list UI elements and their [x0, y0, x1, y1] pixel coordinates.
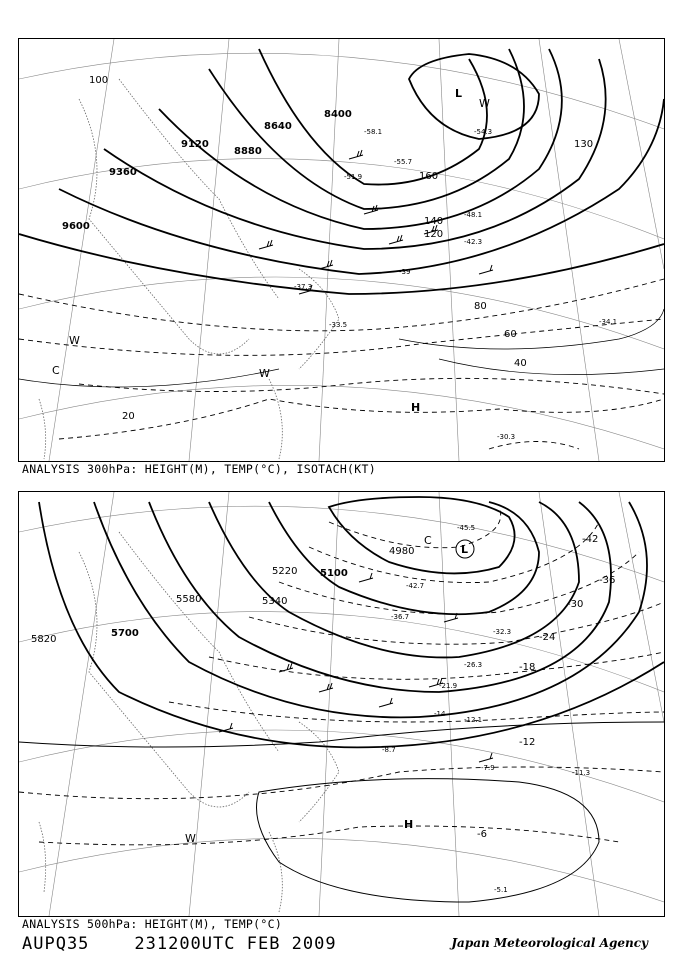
height-label-8400: 8400	[324, 109, 352, 120]
isotherm-label: -42	[582, 534, 599, 545]
temp-label: -48.1	[464, 211, 483, 219]
caption-500hpa: ANALYSIS 500hPa: HEIGHT(M), TEMP(°C)	[22, 917, 283, 931]
low-center: L	[455, 87, 463, 100]
station-temp: -42.7	[406, 582, 425, 590]
wind-barbs	[219, 573, 493, 762]
isotach-label-130: 130	[574, 139, 594, 150]
isotherm-label: -24	[539, 632, 556, 643]
height-label-9600: 9600	[62, 221, 90, 232]
temp-label: -42.3	[464, 238, 483, 246]
station-temp: -26.3	[464, 661, 483, 669]
graticule	[19, 39, 664, 461]
height-label-9360: 9360	[109, 167, 137, 178]
height-label-5100: 5100	[320, 568, 348, 579]
coastlines	[39, 79, 339, 459]
isotherms	[19, 507, 664, 845]
height-label-8640: 8640	[264, 121, 292, 132]
height-label-5820: 5820	[31, 634, 57, 645]
height-contours	[39, 497, 664, 747]
cold-center: C	[52, 364, 60, 377]
station-temp: -14	[434, 710, 446, 718]
isotach-label-160: 160	[419, 171, 439, 182]
height-label-5220: 5220	[272, 566, 298, 577]
station-temp: -32.3	[493, 628, 512, 636]
agency-name: Japan Meteorological Agency	[451, 936, 648, 950]
station-temp: -45.5	[457, 524, 476, 532]
temp-label: -58.1	[364, 128, 383, 136]
isotherm-label: -18	[519, 662, 536, 673]
isotherms	[19, 279, 664, 449]
isotach-label-40: 40	[514, 358, 527, 369]
temp-label: -39	[399, 268, 411, 276]
station-temp: -7.9	[481, 764, 495, 772]
warm-center: W	[185, 832, 196, 845]
chart-code-and-datetime	[22, 934, 337, 954]
warm-center: W	[69, 334, 80, 347]
height-contour-south	[19, 722, 664, 902]
station-temp: -8.7	[382, 746, 396, 754]
caption-300hpa: ANALYSIS 300hPa: HEIGHT(M), TEMP(°C), ISOTACH(KT)	[22, 462, 376, 476]
warm-center: W	[479, 97, 490, 110]
height-label-5700: 5700	[111, 628, 139, 639]
height-labels	[62, 109, 352, 232]
high-center: H	[411, 401, 421, 414]
cold-center: C	[424, 534, 432, 547]
map-300hpa	[19, 39, 664, 461]
isotherm-label: -6	[477, 829, 487, 840]
isotach-label-120: 120	[424, 229, 444, 240]
valid-datetime: 231200UTC FEB 2009	[134, 934, 337, 954]
temp-label: -33.5	[329, 321, 348, 329]
chart-500hpa	[18, 491, 665, 917]
isotach-label-100: 100	[89, 75, 109, 86]
temp-label: -37.3	[294, 283, 313, 291]
pressure-centers	[52, 87, 493, 414]
temp-label: -55.7	[394, 158, 413, 166]
temp-label: -54.3	[474, 128, 493, 136]
isotherm-label: -12	[519, 737, 536, 748]
map-500hpa	[19, 492, 664, 916]
station-temp: -12.1	[464, 716, 483, 724]
isotherm-label: -30	[567, 599, 584, 610]
low-center: L	[461, 543, 469, 556]
height-label-5580: 5580	[176, 594, 202, 605]
isotherm-label: -36	[599, 575, 616, 586]
chart-300hpa	[18, 38, 665, 462]
station-temp: -11.3	[572, 769, 591, 777]
isotach-labels	[89, 75, 593, 422]
height-label-4980: 4980	[389, 546, 415, 557]
height-label-5340: 5340	[262, 596, 288, 607]
isotach-label-140: 140	[424, 216, 444, 227]
height-label-9120: 9120	[181, 139, 209, 150]
station-temp: -21.9	[439, 682, 458, 690]
high-center: H	[404, 818, 414, 831]
isotach-label-60: 60	[504, 329, 517, 340]
isotach-label-80: 80	[474, 301, 487, 312]
coastlines	[39, 532, 339, 912]
station-temp: -5.1	[494, 886, 508, 894]
chart-code: AUPQ35	[22, 934, 90, 954]
temp-label: -51.9	[344, 173, 363, 181]
isotach-label-20: 20	[122, 411, 135, 422]
height-label-8880: 8880	[234, 146, 262, 157]
temp-label: -30.3	[497, 433, 516, 441]
station-temp: -36.7	[391, 613, 410, 621]
warm-center: W	[259, 367, 270, 380]
temp-label: -34.1	[599, 318, 618, 326]
